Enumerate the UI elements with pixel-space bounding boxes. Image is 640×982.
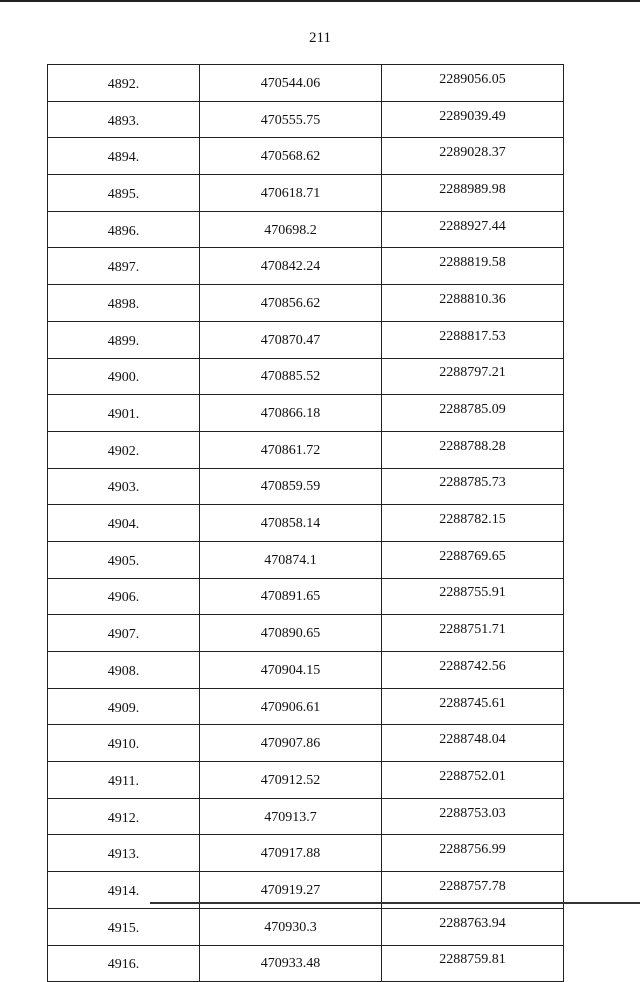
table-row	[48, 248, 564, 285]
y-coordinate-cell: 2289028.37	[382, 138, 564, 175]
point-number-cell: 4894.	[48, 138, 200, 175]
table-row	[48, 285, 564, 322]
point-number-cell: 4914.	[48, 872, 200, 909]
point-number-cell: 4892.	[48, 65, 200, 102]
table-row	[48, 468, 564, 505]
point-number-cell: 4911.	[48, 762, 200, 799]
y-coordinate-cell: 2288817.53	[382, 321, 564, 358]
point-number-cell: 4893.	[48, 101, 200, 138]
point-number-cell: 4915.	[48, 908, 200, 945]
x-coordinate-cell: 470555.75	[200, 101, 382, 138]
x-coordinate-cell: 470859.59	[200, 468, 382, 505]
y-coordinate-cell: 2288810.36	[382, 285, 564, 322]
y-coordinate-cell: 2288769.65	[382, 541, 564, 578]
table-row	[48, 652, 564, 689]
y-coordinate-cell: 2289039.49	[382, 101, 564, 138]
x-coordinate-cell: 470919.27	[200, 872, 382, 909]
y-coordinate-cell: 2288927.44	[382, 211, 564, 248]
table-row	[48, 175, 564, 212]
x-coordinate-cell: 470906.61	[200, 688, 382, 725]
y-coordinate-cell: 2288755.91	[382, 578, 564, 615]
table-row	[48, 725, 564, 762]
page-number: 211	[309, 30, 331, 46]
x-coordinate-cell: 470907.86	[200, 725, 382, 762]
point-number-cell: 4906.	[48, 578, 200, 615]
x-coordinate-cell: 470842.24	[200, 248, 382, 285]
x-coordinate-cell: 470856.62	[200, 285, 382, 322]
y-coordinate-cell: 2288763.94	[382, 908, 564, 945]
y-coordinate-cell: 2288759.81	[382, 945, 564, 982]
x-coordinate-cell: 470885.52	[200, 358, 382, 395]
x-coordinate-cell: 470874.1	[200, 541, 382, 578]
point-number-cell: 4909.	[48, 688, 200, 725]
x-coordinate-cell: 470930.3	[200, 908, 382, 945]
point-number-cell: 4897.	[48, 248, 200, 285]
x-coordinate-cell: 470618.71	[200, 175, 382, 212]
y-coordinate-cell: 2288756.99	[382, 835, 564, 872]
table-row	[48, 615, 564, 652]
y-coordinate-cell: 2288742.56	[382, 652, 564, 689]
table-row	[48, 578, 564, 615]
scan-edge-top	[0, 0, 640, 2]
x-coordinate-cell: 470858.14	[200, 505, 382, 542]
x-coordinate-cell: 470917.88	[200, 835, 382, 872]
table-row	[48, 321, 564, 358]
table-row	[48, 541, 564, 578]
point-number-cell: 4902.	[48, 431, 200, 468]
y-coordinate-cell: 2288797.21	[382, 358, 564, 395]
point-number-cell: 4899.	[48, 321, 200, 358]
point-number-cell: 4896.	[48, 211, 200, 248]
x-coordinate-cell: 470861.72	[200, 431, 382, 468]
scan-edge-bottom	[150, 902, 640, 904]
point-number-cell: 4905.	[48, 541, 200, 578]
x-coordinate-cell: 470890.65	[200, 615, 382, 652]
table-row	[48, 431, 564, 468]
table-row	[48, 211, 564, 248]
table-row	[48, 65, 564, 102]
x-coordinate-cell: 470891.65	[200, 578, 382, 615]
x-coordinate-cell: 470866.18	[200, 395, 382, 432]
y-coordinate-cell: 2288752.01	[382, 762, 564, 799]
x-coordinate-cell: 470913.7	[200, 798, 382, 835]
point-number-cell: 4900.	[48, 358, 200, 395]
point-number-cell: 4908.	[48, 652, 200, 689]
coordinates-table-body	[48, 65, 564, 982]
point-number-cell: 4898.	[48, 285, 200, 322]
table-row	[48, 798, 564, 835]
table-row	[48, 762, 564, 799]
x-coordinate-cell: 470568.62	[200, 138, 382, 175]
y-coordinate-cell: 2288785.73	[382, 468, 564, 505]
table-row	[48, 138, 564, 175]
point-number-cell: 4895.	[48, 175, 200, 212]
point-number-cell: 4912.	[48, 798, 200, 835]
point-number-cell: 4910.	[48, 725, 200, 762]
point-number-cell: 4903.	[48, 468, 200, 505]
y-coordinate-cell: 2288753.03	[382, 798, 564, 835]
y-coordinate-cell: 2288819.58	[382, 248, 564, 285]
x-coordinate-cell: 470912.52	[200, 762, 382, 799]
y-coordinate-cell: 2288745.61	[382, 688, 564, 725]
point-number-cell: 4916.	[48, 945, 200, 982]
x-coordinate-cell: 470904.15	[200, 652, 382, 689]
y-coordinate-cell: 2288989.98	[382, 175, 564, 212]
table-row	[48, 101, 564, 138]
y-coordinate-cell: 2288788.28	[382, 431, 564, 468]
table-row	[48, 945, 564, 982]
x-coordinate-cell: 470544.06	[200, 65, 382, 102]
point-number-cell: 4901.	[48, 395, 200, 432]
table-row	[48, 395, 564, 432]
table-row	[48, 505, 564, 542]
point-number-cell: 4913.	[48, 835, 200, 872]
x-coordinate-cell: 470698.2	[200, 211, 382, 248]
y-coordinate-cell: 2288782.15	[382, 505, 564, 542]
y-coordinate-cell: 2288751.71	[382, 615, 564, 652]
y-coordinate-cell: 2288757.78	[382, 872, 564, 909]
coordinates-table	[47, 64, 564, 982]
x-coordinate-cell: 470933.48	[200, 945, 382, 982]
y-coordinate-cell: 2288785.09	[382, 395, 564, 432]
y-coordinate-cell: 2289056.05	[382, 65, 564, 102]
table-row	[48, 835, 564, 872]
table-row	[48, 688, 564, 725]
table-row	[48, 908, 564, 945]
table-row	[48, 358, 564, 395]
y-coordinate-cell: 2288748.04	[382, 725, 564, 762]
point-number-cell: 4907.	[48, 615, 200, 652]
x-coordinate-cell: 470870.47	[200, 321, 382, 358]
point-number-cell: 4904.	[48, 505, 200, 542]
